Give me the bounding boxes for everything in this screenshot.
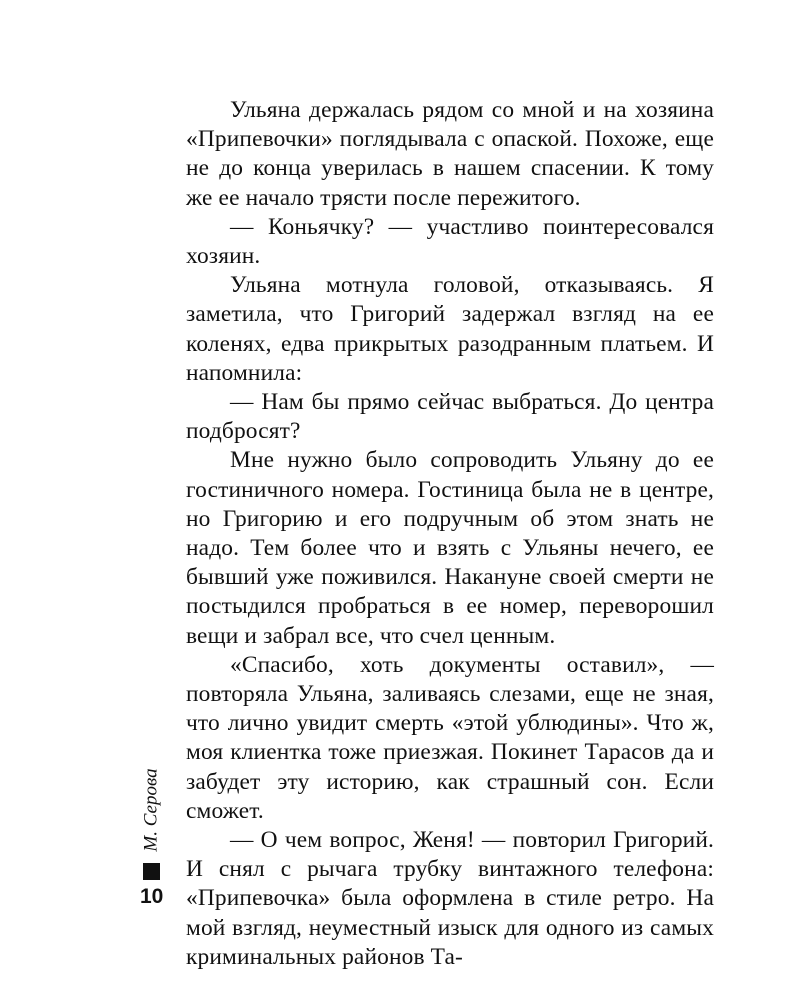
body-text: [186, 96, 714, 972]
paragraph-3: Ульяна мотнула головой, отказываясь. Я заметила, что Григорий задержал взгляд на ее коленях, едва прикрытых разодранным платьем. И напомнила:: [186, 272, 714, 386]
paragraph-4: — Нам бы прямо сейчас выбраться. До центра подбросят?: [186, 389, 714, 445]
author-name: М. Серова: [141, 768, 162, 852]
paragraph-7: — О чем вопрос, Женя! — повторил Григорий. И снял с рычага трубку винтажного телефона: «Припевочка» была оформлена в стиле ретро. На мой взгляд, неуместный изыск для одного из самых криминальных районов Та-: [186, 827, 714, 970]
page-marker-square: [143, 863, 160, 880]
paragraph-2: — Коньячку? — участливо поинтересовался хозяин.: [186, 213, 714, 270]
page-number: 10: [140, 885, 164, 908]
running-head: [138, 766, 166, 854]
paragraph-5: Мне нужно было сопроводить Ульяну до ее гостиничного номера. Гостиница была не в центре, но Григорию и его подручным об этом знать не надо. Тем более что и взять с Ульяны нечего, ее бывший уже поживился. Накануне своей смерти не постыдился пробраться в ее номер, переворошил вещи и забрал все, что счел ценным.: [186, 447, 714, 649]
paragraph-6: «Спасибо, хоть документы оставил», — повторяла Ульяна, заливаясь слезами, еще не зная, что лично увидит смерть «этой ублюдины». Что ж, моя клиентка тоже приезжая. Покинет Тарасов да и забудет эту историю, как страшный сон. Если сможет.: [186, 651, 714, 824]
paragraph-1: Ульяна держалась рядом со мной и на хозяина «Припевочки» поглядывала с опаской. Похоже, еще не до конца уверилась в нашем спасении. К тому же ее начало трясти после пережитого.: [186, 97, 714, 211]
